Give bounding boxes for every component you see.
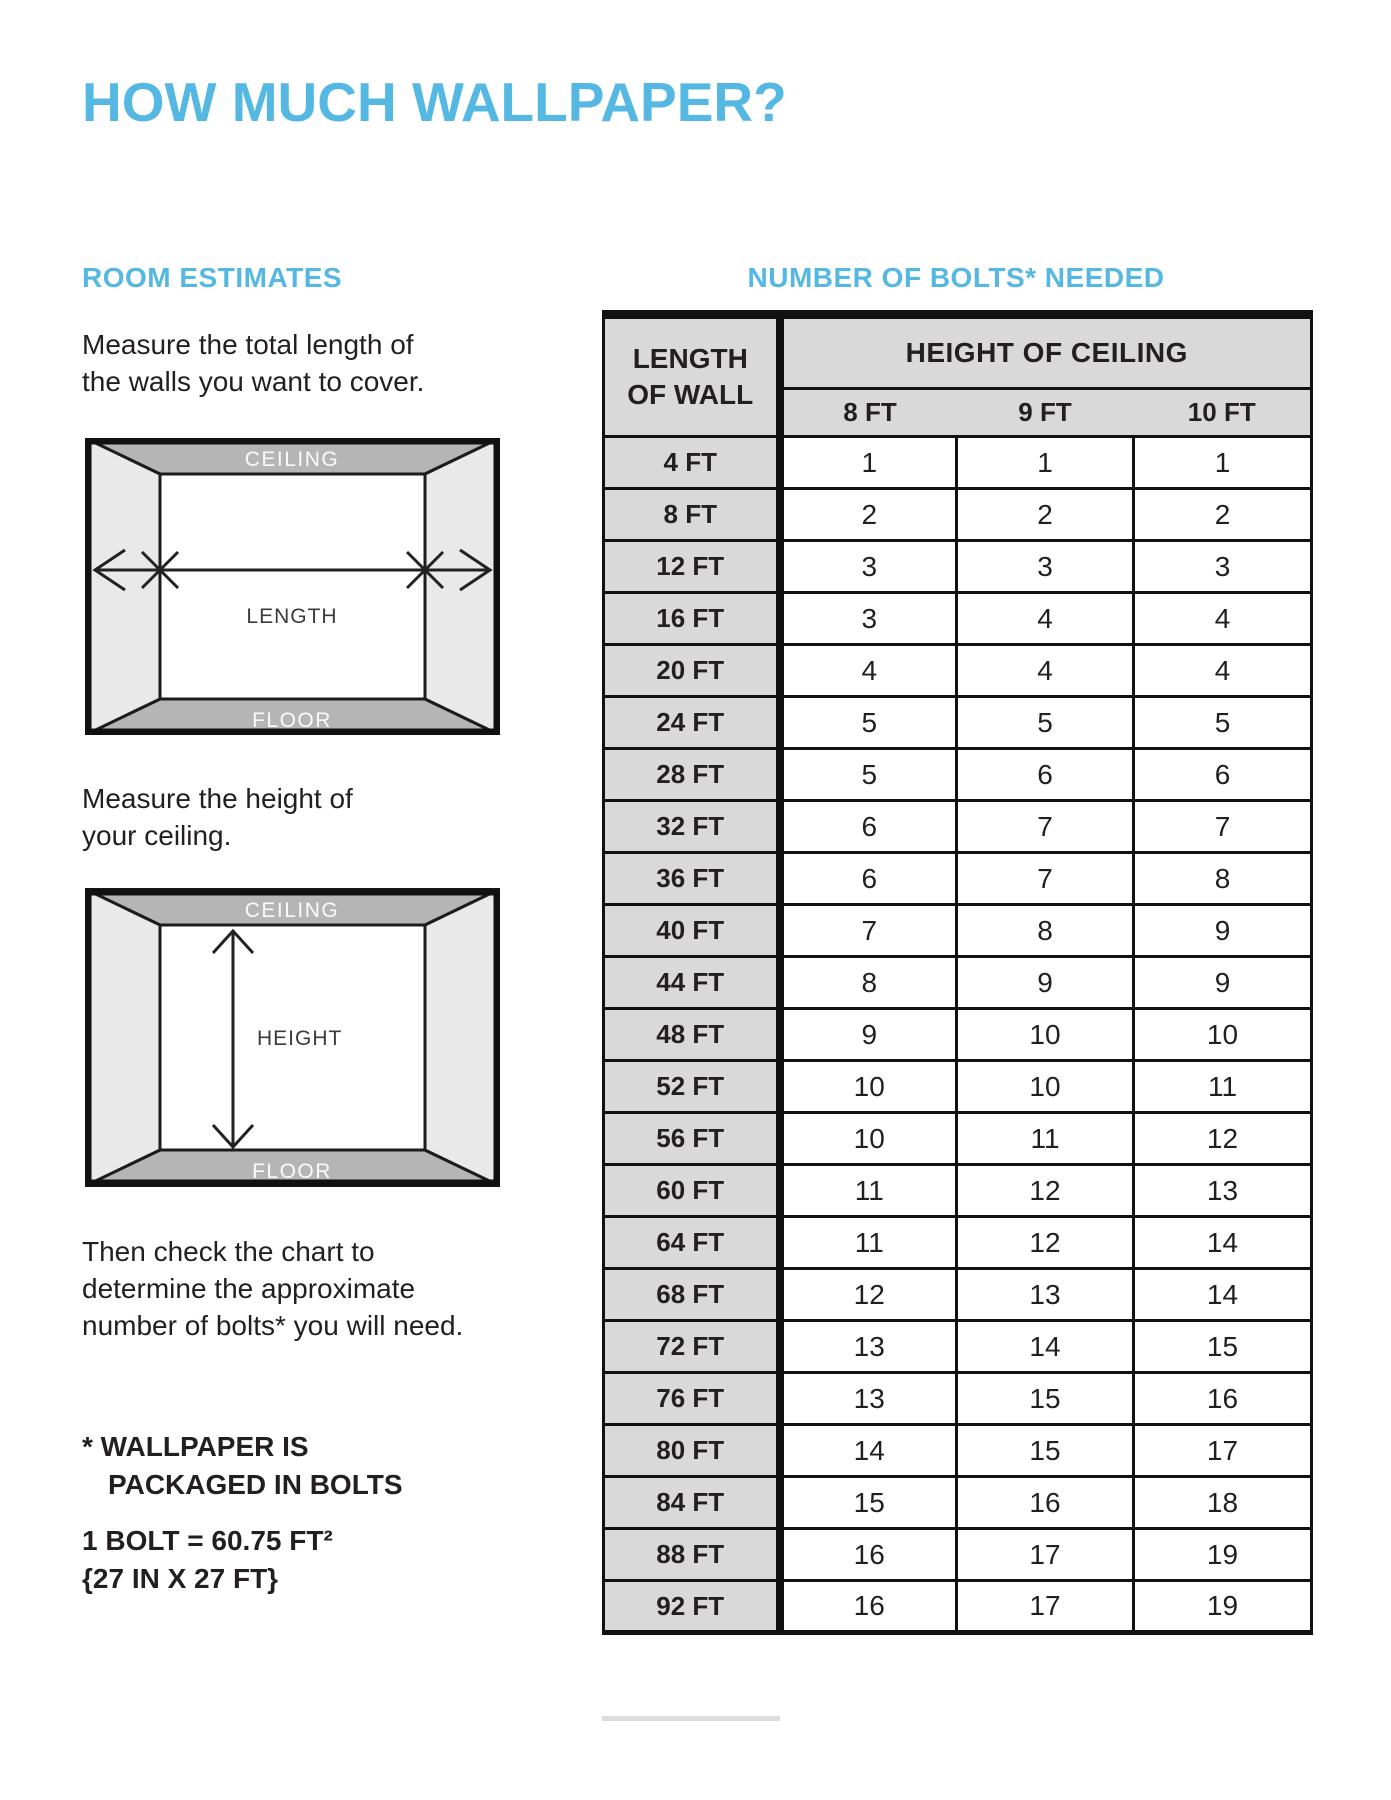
left-wall xyxy=(85,889,160,1186)
table-row xyxy=(604,1113,1312,1165)
bolt-size-line: 1 BOLT = 60.75 FT² xyxy=(82,1525,333,1556)
bolt-count-cell: 2 xyxy=(780,489,957,541)
bolts-table xyxy=(602,310,1313,1635)
page-title: HOW MUCH WALLPAPER? xyxy=(82,71,787,133)
wall-length-cell: 60 FT xyxy=(604,1165,780,1217)
bolt-count-cell: 17 xyxy=(957,1581,1134,1633)
bolt-count-cell: 15 xyxy=(957,1425,1134,1477)
bolt-count-cell: 3 xyxy=(780,593,957,645)
bolt-count-cell: 6 xyxy=(1134,749,1312,801)
room-estimates-heading: ROOM ESTIMATES xyxy=(82,262,343,293)
bolt-count-cell: 2 xyxy=(957,489,1134,541)
wall-length-cell: 64 FT xyxy=(604,1217,780,1269)
bolt-count-cell: 11 xyxy=(780,1165,957,1217)
table-row xyxy=(604,1061,1312,1113)
wall-length-cell: 20 FT xyxy=(604,645,780,697)
table-row xyxy=(604,905,1312,957)
bolt-count-cell: 12 xyxy=(957,1217,1134,1269)
length-label: LENGTH xyxy=(246,605,338,628)
bolt-count-cell: 4 xyxy=(1134,593,1312,645)
wall-length-cell: 40 FT xyxy=(604,905,780,957)
bolt-count-cell: 11 xyxy=(1134,1061,1312,1113)
table-row xyxy=(604,1009,1312,1061)
length-of-wall-header xyxy=(604,315,780,437)
bolt-count-cell: 10 xyxy=(957,1009,1134,1061)
bolt-count-cell: 12 xyxy=(1134,1113,1312,1165)
bolt-count-cell: 16 xyxy=(1134,1373,1312,1425)
wallpaper-footnote xyxy=(82,1428,403,1504)
bolt-count-cell: 10 xyxy=(780,1061,957,1113)
height-of-ceiling-header: HEIGHT OF CEILING xyxy=(780,315,1312,389)
bolt-count-cell: 5 xyxy=(957,697,1134,749)
paragraph-line: the walls you want to cover. xyxy=(82,366,425,397)
bolt-count-cell: 8 xyxy=(780,957,957,1009)
wall-length-cell: 80 FT xyxy=(604,1425,780,1477)
bolt-count-cell: 14 xyxy=(1134,1269,1312,1321)
bolts-table-heading: NUMBER OF BOLTS* NEEDED xyxy=(747,262,1165,293)
bolt-count-cell: 7 xyxy=(957,853,1134,905)
measure-height-paragraph xyxy=(82,780,353,854)
bolt-count-cell: 15 xyxy=(957,1373,1134,1425)
length-diagram-svg xyxy=(85,438,500,735)
header-line: LENGTH xyxy=(632,343,748,374)
bolt-count-cell: 15 xyxy=(780,1477,957,1529)
bolt-count-cell: 6 xyxy=(957,749,1134,801)
table-row xyxy=(604,1425,1312,1477)
bolt-count-cell: 3 xyxy=(1134,541,1312,593)
bolt-count-cell: 6 xyxy=(780,853,957,905)
table-row xyxy=(604,1321,1312,1373)
table-row xyxy=(604,1477,1312,1529)
bolt-size-note xyxy=(82,1522,333,1598)
bolt-count-cell: 10 xyxy=(1134,1009,1312,1061)
wall-length-cell: 12 FT xyxy=(604,541,780,593)
wall-length-cell: 76 FT xyxy=(604,1373,780,1425)
bolt-count-cell: 19 xyxy=(1134,1581,1312,1633)
wall-length-cell: 8 FT xyxy=(604,489,780,541)
bolt-count-cell: 12 xyxy=(957,1165,1134,1217)
table-row xyxy=(604,593,1312,645)
bolt-size-line: {27 IN X 27 FT} xyxy=(82,1563,279,1594)
bolt-count-cell: 3 xyxy=(957,541,1134,593)
bolt-count-cell: 9 xyxy=(957,957,1134,1009)
bolt-count-cell: 12 xyxy=(780,1269,957,1321)
back-wall xyxy=(160,474,425,699)
bolt-count-cell: 7 xyxy=(780,905,957,957)
bolt-count-cell: 3 xyxy=(780,541,957,593)
bolt-count-cell: 8 xyxy=(1134,853,1312,905)
bolt-count-cell: 10 xyxy=(780,1113,957,1165)
wall-length-cell: 4 FT xyxy=(604,437,780,489)
wall-length-cell: 52 FT xyxy=(604,1061,780,1113)
table-row xyxy=(604,749,1312,801)
bolt-count-cell: 17 xyxy=(1134,1425,1312,1477)
bolt-count-cell: 13 xyxy=(957,1269,1134,1321)
bolt-count-cell: 7 xyxy=(1134,801,1312,853)
bolt-count-cell: 16 xyxy=(780,1581,957,1633)
table-row xyxy=(604,645,1312,697)
paragraph-line: determine the approximate xyxy=(82,1273,416,1304)
height-diagram-svg xyxy=(85,888,500,1187)
wall-length-cell: 16 FT xyxy=(604,593,780,645)
ceiling-label: CEILING xyxy=(244,448,340,471)
bolt-count-cell: 14 xyxy=(957,1321,1134,1373)
table-row xyxy=(604,1581,1312,1633)
wall-length-cell: 32 FT xyxy=(604,801,780,853)
left-wall xyxy=(85,438,160,735)
bolt-count-cell: 1 xyxy=(780,437,957,489)
wall-length-cell: 44 FT xyxy=(604,957,780,1009)
bolt-count-cell: 17 xyxy=(957,1529,1134,1581)
bolt-count-cell: 11 xyxy=(780,1217,957,1269)
right-wall xyxy=(425,889,500,1186)
bolt-count-cell: 4 xyxy=(780,645,957,697)
paragraph-line: your ceiling. xyxy=(82,820,232,851)
bolt-count-cell: 9 xyxy=(1134,957,1312,1009)
table-row xyxy=(604,1373,1312,1425)
header-line: OF WALL xyxy=(627,379,754,410)
ceiling-label: CEILING xyxy=(244,899,340,922)
table-row xyxy=(604,1217,1312,1269)
wall-length-cell: 84 FT xyxy=(604,1477,780,1529)
bolt-count-cell: 2 xyxy=(1134,489,1312,541)
table-footer-strip xyxy=(602,1716,780,1721)
footnote-line: PACKAGED IN BOLTS xyxy=(108,1469,403,1500)
height-diagram xyxy=(85,888,500,1187)
bolt-count-cell: 14 xyxy=(780,1425,957,1477)
paragraph-line: Measure the height of xyxy=(82,783,353,814)
table-row xyxy=(604,541,1312,593)
wall-length-cell: 36 FT xyxy=(604,853,780,905)
table-row xyxy=(604,853,1312,905)
floor-label: FLOOR xyxy=(252,1160,332,1183)
bolt-count-cell: 11 xyxy=(957,1113,1134,1165)
paragraph-line: Then check the chart to xyxy=(82,1236,375,1267)
bolt-count-cell: 10 xyxy=(957,1061,1134,1113)
paragraph-line: number of bolts* you will need. xyxy=(82,1310,464,1341)
wall-length-cell: 48 FT xyxy=(604,1009,780,1061)
column-header-9ft: 9 FT xyxy=(957,389,1134,437)
column-header-8ft: 8 FT xyxy=(780,389,957,437)
column-header-10ft: 10 FT xyxy=(1134,389,1312,437)
bolt-count-cell: 1 xyxy=(1134,437,1312,489)
table-row xyxy=(604,1165,1312,1217)
wall-length-cell: 72 FT xyxy=(604,1321,780,1373)
bolt-count-cell: 9 xyxy=(1134,905,1312,957)
bolt-count-cell: 9 xyxy=(780,1009,957,1061)
measure-length-paragraph xyxy=(82,326,424,400)
length-diagram xyxy=(85,438,500,735)
table-row xyxy=(604,957,1312,1009)
bolt-count-cell: 18 xyxy=(1134,1477,1312,1529)
bolt-count-cell: 13 xyxy=(780,1373,957,1425)
bolt-count-cell: 5 xyxy=(1134,697,1312,749)
bolt-count-cell: 5 xyxy=(780,749,957,801)
bolt-count-cell: 4 xyxy=(957,593,1134,645)
bolt-count-cell: 19 xyxy=(1134,1529,1312,1581)
bolt-count-cell: 4 xyxy=(957,645,1134,697)
wall-length-cell: 24 FT xyxy=(604,697,780,749)
wall-length-cell: 92 FT xyxy=(604,1581,780,1633)
table-row xyxy=(604,697,1312,749)
table-row xyxy=(604,437,1312,489)
bolt-count-cell: 16 xyxy=(957,1477,1134,1529)
height-label: HEIGHT xyxy=(257,1027,343,1050)
footnote-line: * WALLPAPER IS xyxy=(82,1431,309,1462)
floor-label: FLOOR xyxy=(252,709,332,732)
wall-length-cell: 28 FT xyxy=(604,749,780,801)
bolt-count-cell: 15 xyxy=(1134,1321,1312,1373)
bolt-count-cell: 8 xyxy=(957,905,1134,957)
wall-length-cell: 68 FT xyxy=(604,1269,780,1321)
paragraph-line: Measure the total length of xyxy=(82,329,414,360)
bolt-count-cell: 13 xyxy=(780,1321,957,1373)
table-row xyxy=(604,489,1312,541)
table-header-row-1 xyxy=(604,315,1312,389)
check-chart-paragraph xyxy=(82,1233,463,1344)
bolt-count-cell: 16 xyxy=(780,1529,957,1581)
bolt-count-cell: 7 xyxy=(957,801,1134,853)
bolt-count-cell: 4 xyxy=(1134,645,1312,697)
bolt-count-cell: 6 xyxy=(780,801,957,853)
table-row xyxy=(604,1529,1312,1581)
bolt-count-cell: 13 xyxy=(1134,1165,1312,1217)
wall-length-cell: 56 FT xyxy=(604,1113,780,1165)
bolt-count-cell: 14 xyxy=(1134,1217,1312,1269)
bolt-count-cell: 1 xyxy=(957,437,1134,489)
wall-length-cell: 88 FT xyxy=(604,1529,780,1581)
table-row xyxy=(604,1269,1312,1321)
bolt-count-cell: 5 xyxy=(780,697,957,749)
bolts-table-wrap xyxy=(602,310,1310,1635)
bolts-table-body xyxy=(604,437,1312,1633)
table-row xyxy=(604,801,1312,853)
right-wall xyxy=(425,438,500,735)
